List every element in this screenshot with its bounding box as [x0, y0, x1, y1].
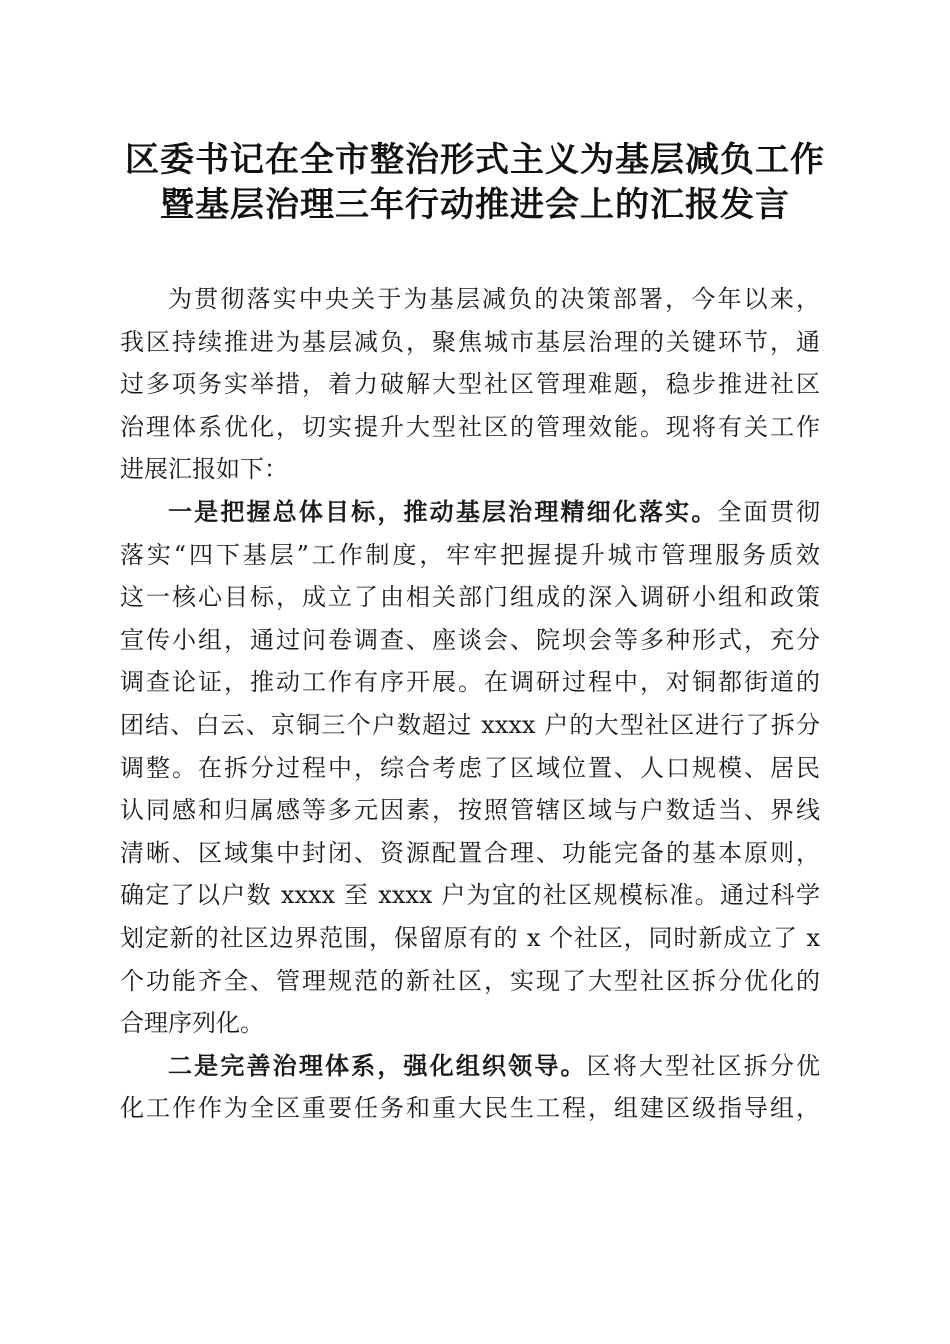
body-line: 合理序列化。	[120, 1009, 264, 1038]
body-line: 宣传小组，通过问卷调查、座谈会、院坝会等多种形式，充分	[120, 625, 820, 654]
body-line: 过多项务实举措，着力破解大型社区管理难题，稳步推进社区	[120, 370, 820, 399]
paragraph-lead-rest: 区将大型社区拆分优	[586, 1051, 821, 1080]
document-body	[120, 278, 820, 1130]
body-line: 为贯彻落实中央关于为基层减负的决策部署，今年以来，	[168, 285, 820, 313]
paragraph-lead-heading: 二是完善治理体系，强化组织领导。	[168, 1050, 587, 1080]
paragraph-lead-rest: 全面贯彻	[717, 497, 820, 526]
body-line: 划定新的社区边界范围，保留原有的 x 个社区，同时新成立了 x	[120, 923, 820, 952]
body-line: 个功能齐全、管理规范的新社区，实现了大型社区拆分优化的	[120, 966, 820, 995]
body-line: 这一核心目标，成立了由相关部门组成的深入调研小组和政策	[120, 583, 820, 612]
body-line: 清晰、区域集中封闭、资源配置合理、功能完备的基本原则，	[120, 838, 820, 867]
paragraph-lead-heading: 一是把握总体目标，推动基层治理精细化落实。	[168, 496, 718, 526]
body-line	[120, 1045, 820, 1088]
body-line: 我区持续推进为基层减负，聚焦城市基层治理的关键环节，通	[120, 327, 820, 356]
document-title-line-1: 区委书记在全市整治形式主义为基层减负工作	[125, 140, 825, 180]
body-line: 落实“四下基层”工作制度，牢牢把握提升城市管理服务质效	[120, 540, 820, 569]
body-line: 认同感和归属感等多元因素，按照管辖区域与户数适当、界线	[120, 796, 820, 825]
document-title-line-2: 暨基层治理三年行动推进会上的汇报发言	[160, 185, 790, 225]
body-line: 治理体系优化，切实提升大型社区的管理效能。现将有关工作	[120, 412, 820, 441]
body-line: 团结、白云、京铜三个户数超过 xxxx 户的大型社区进行了拆分	[120, 710, 820, 739]
body-line: 进展汇报如下：	[120, 455, 288, 484]
body-line: 调整。在拆分过程中，综合考虑了区域位置、人口规模、居民	[120, 753, 820, 782]
body-line: 确定了以户数 xxxx 至 xxxx 户为宜的社区规模标准。通过科学	[120, 881, 820, 910]
body-line: 化工作作为全区重要任务和重大民生工程，组建区级指导组，	[120, 1094, 820, 1123]
body-line: 调查论证，推动工作有序开展。在调研过程中，对铜都街道的	[120, 668, 820, 697]
body-line	[120, 491, 820, 534]
paragraph-point-1	[120, 491, 820, 1045]
paragraph-intro	[120, 278, 820, 491]
paragraph-point-2	[120, 1045, 820, 1130]
